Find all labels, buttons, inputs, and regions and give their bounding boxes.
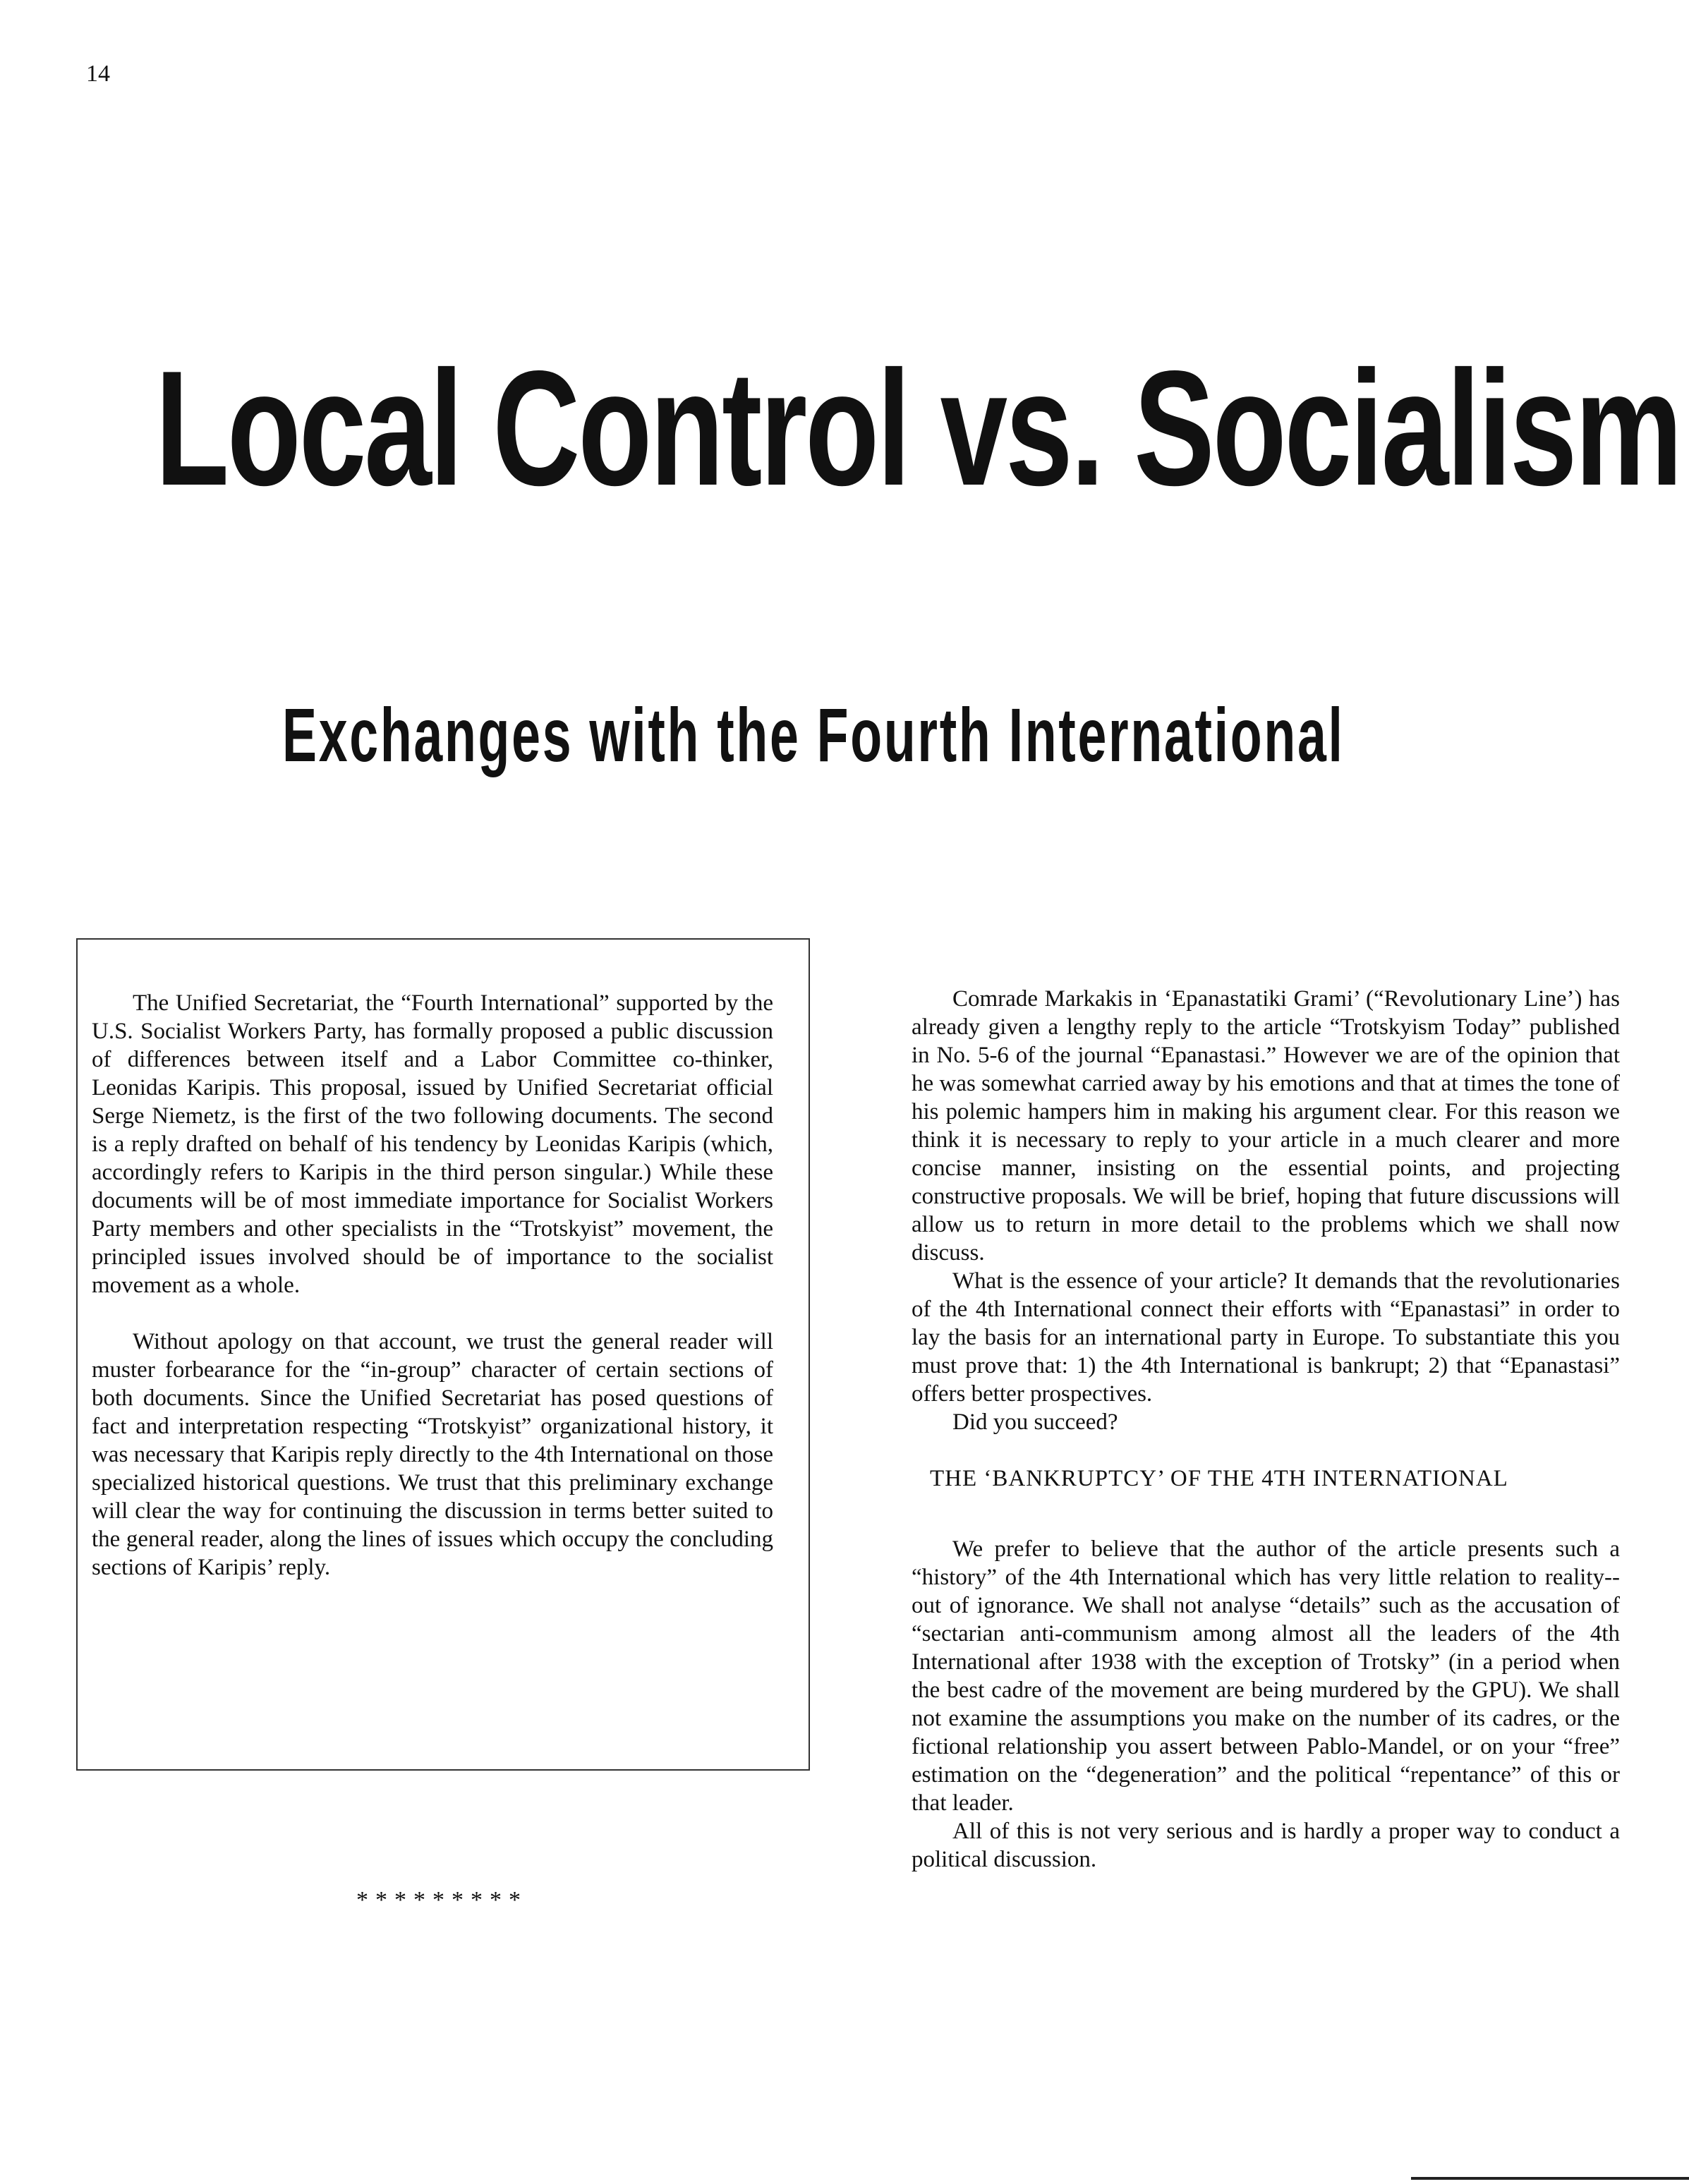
reply-paragraph-5: All of this is not very serious and is hardly a proper way to conduct a political discussion. [912,1819,1620,1872]
intro-paragraph-1: The Unified Secretariat, the “Fourth International” supported by the U.S. Socialist Workers Party, has formally proposed a public discussion of differences between itself and a Labor Committee co-thinker, Leonidas Karipis. This proposal, issued by Unified Secretariat official Serge Niemetz, is the first of the two following documents. The second is a reply drafted on behalf of his tendency by Leonidas Karipis (which, accordingly refers to Karipis in the third person singular.) While these documents will be of most immediate importance for Socialist Workers Party members and other specialists in the “Trotskyist” movement, the principled issues involved should be of importance to the socialist movement as a whole. [92,990,773,1298]
intro-paragraph-2: Without apology on that account, we trust the general reader will muster forbearance for the “in-group” character of certain sections of both documents. Since the Unified Secretariat has posed questions of fact and interpretation respecting “Trotskyist” organizational history, it was necessary that Karipis reply directly to the 4th International on those specialized historical questions. We trust that this preliminary exchange will clear the way for continuing the discussion in terms better suited to the general reader, along the lines of issues which occupy the concluding sections of Karipis’ reply. [92,1329,773,1580]
reply-paragraph-3: Did you succeed? [952,1409,1118,1435]
reply-paragraph-2: What is the essence of your article? It demands that the revolutionaries of the 4th International connect their efforts with “Epanastasi” in order to lay the basis for an international party in Europe. To substantiate this you must prove that: 1) the 4th International is bankrupt; 2) that “Epanastasi” offers better prospectives. [912,1268,1620,1407]
article-subtitle: Exchanges with the Fourth International [282,692,1345,777]
section-separator: ********* [356,1887,528,1913]
reply-paragraph-1: Comrade Markakis in ‘Epanastatiki Grami’ (“Revolutionary Line’) has already given a lengthy reply to the article “Trotskyism Today” published in No. 5-6 of the journal “Epanastasi.” However we are of the opinion that he was somewhat carried away by his emotions and that at times the tone of his polemic hampers him in making his argument clear. For this reason we think it is necessary to reply to your article in a much clearer and more concise manner, insisting on the essential points, and projecting constructive proposals. We will be brief, hoping that future discussions will allow us to return in more detail to the problems which we shall now discuss. [912,986,1620,1266]
section-heading: THE ‘BANKRUPTCY’ OF THE 4TH INTERNATIONAL [930,1466,1508,1491]
page-number: 14 [86,61,110,87]
article-title: Local Control vs. Socialism [155,337,1681,520]
reply-column [912,985,1620,1874]
editorial-intro-box [76,938,810,1771]
bottom-rule [1411,2177,1689,2180]
reply-paragraph-4: We prefer to believe that the author of the article presents such a “history” of the 4th International which has very little relation to reality--out of ignorance. We shall not analyse “details” such as the accusation of “sectarian anti-communism among almost all the leaders of the 4th International after 1938 with the exception of Trotsky” (in a period when the best cadre of the movement are being murdered by the GPU). We shall not examine the assumptions you make on the number of its cadres, or the fictional relationship you assert between Pablo-Mandel, or on your “free” estimation on the “degeneration” and the political “repentance” of this or that leader. [912,1536,1620,1816]
